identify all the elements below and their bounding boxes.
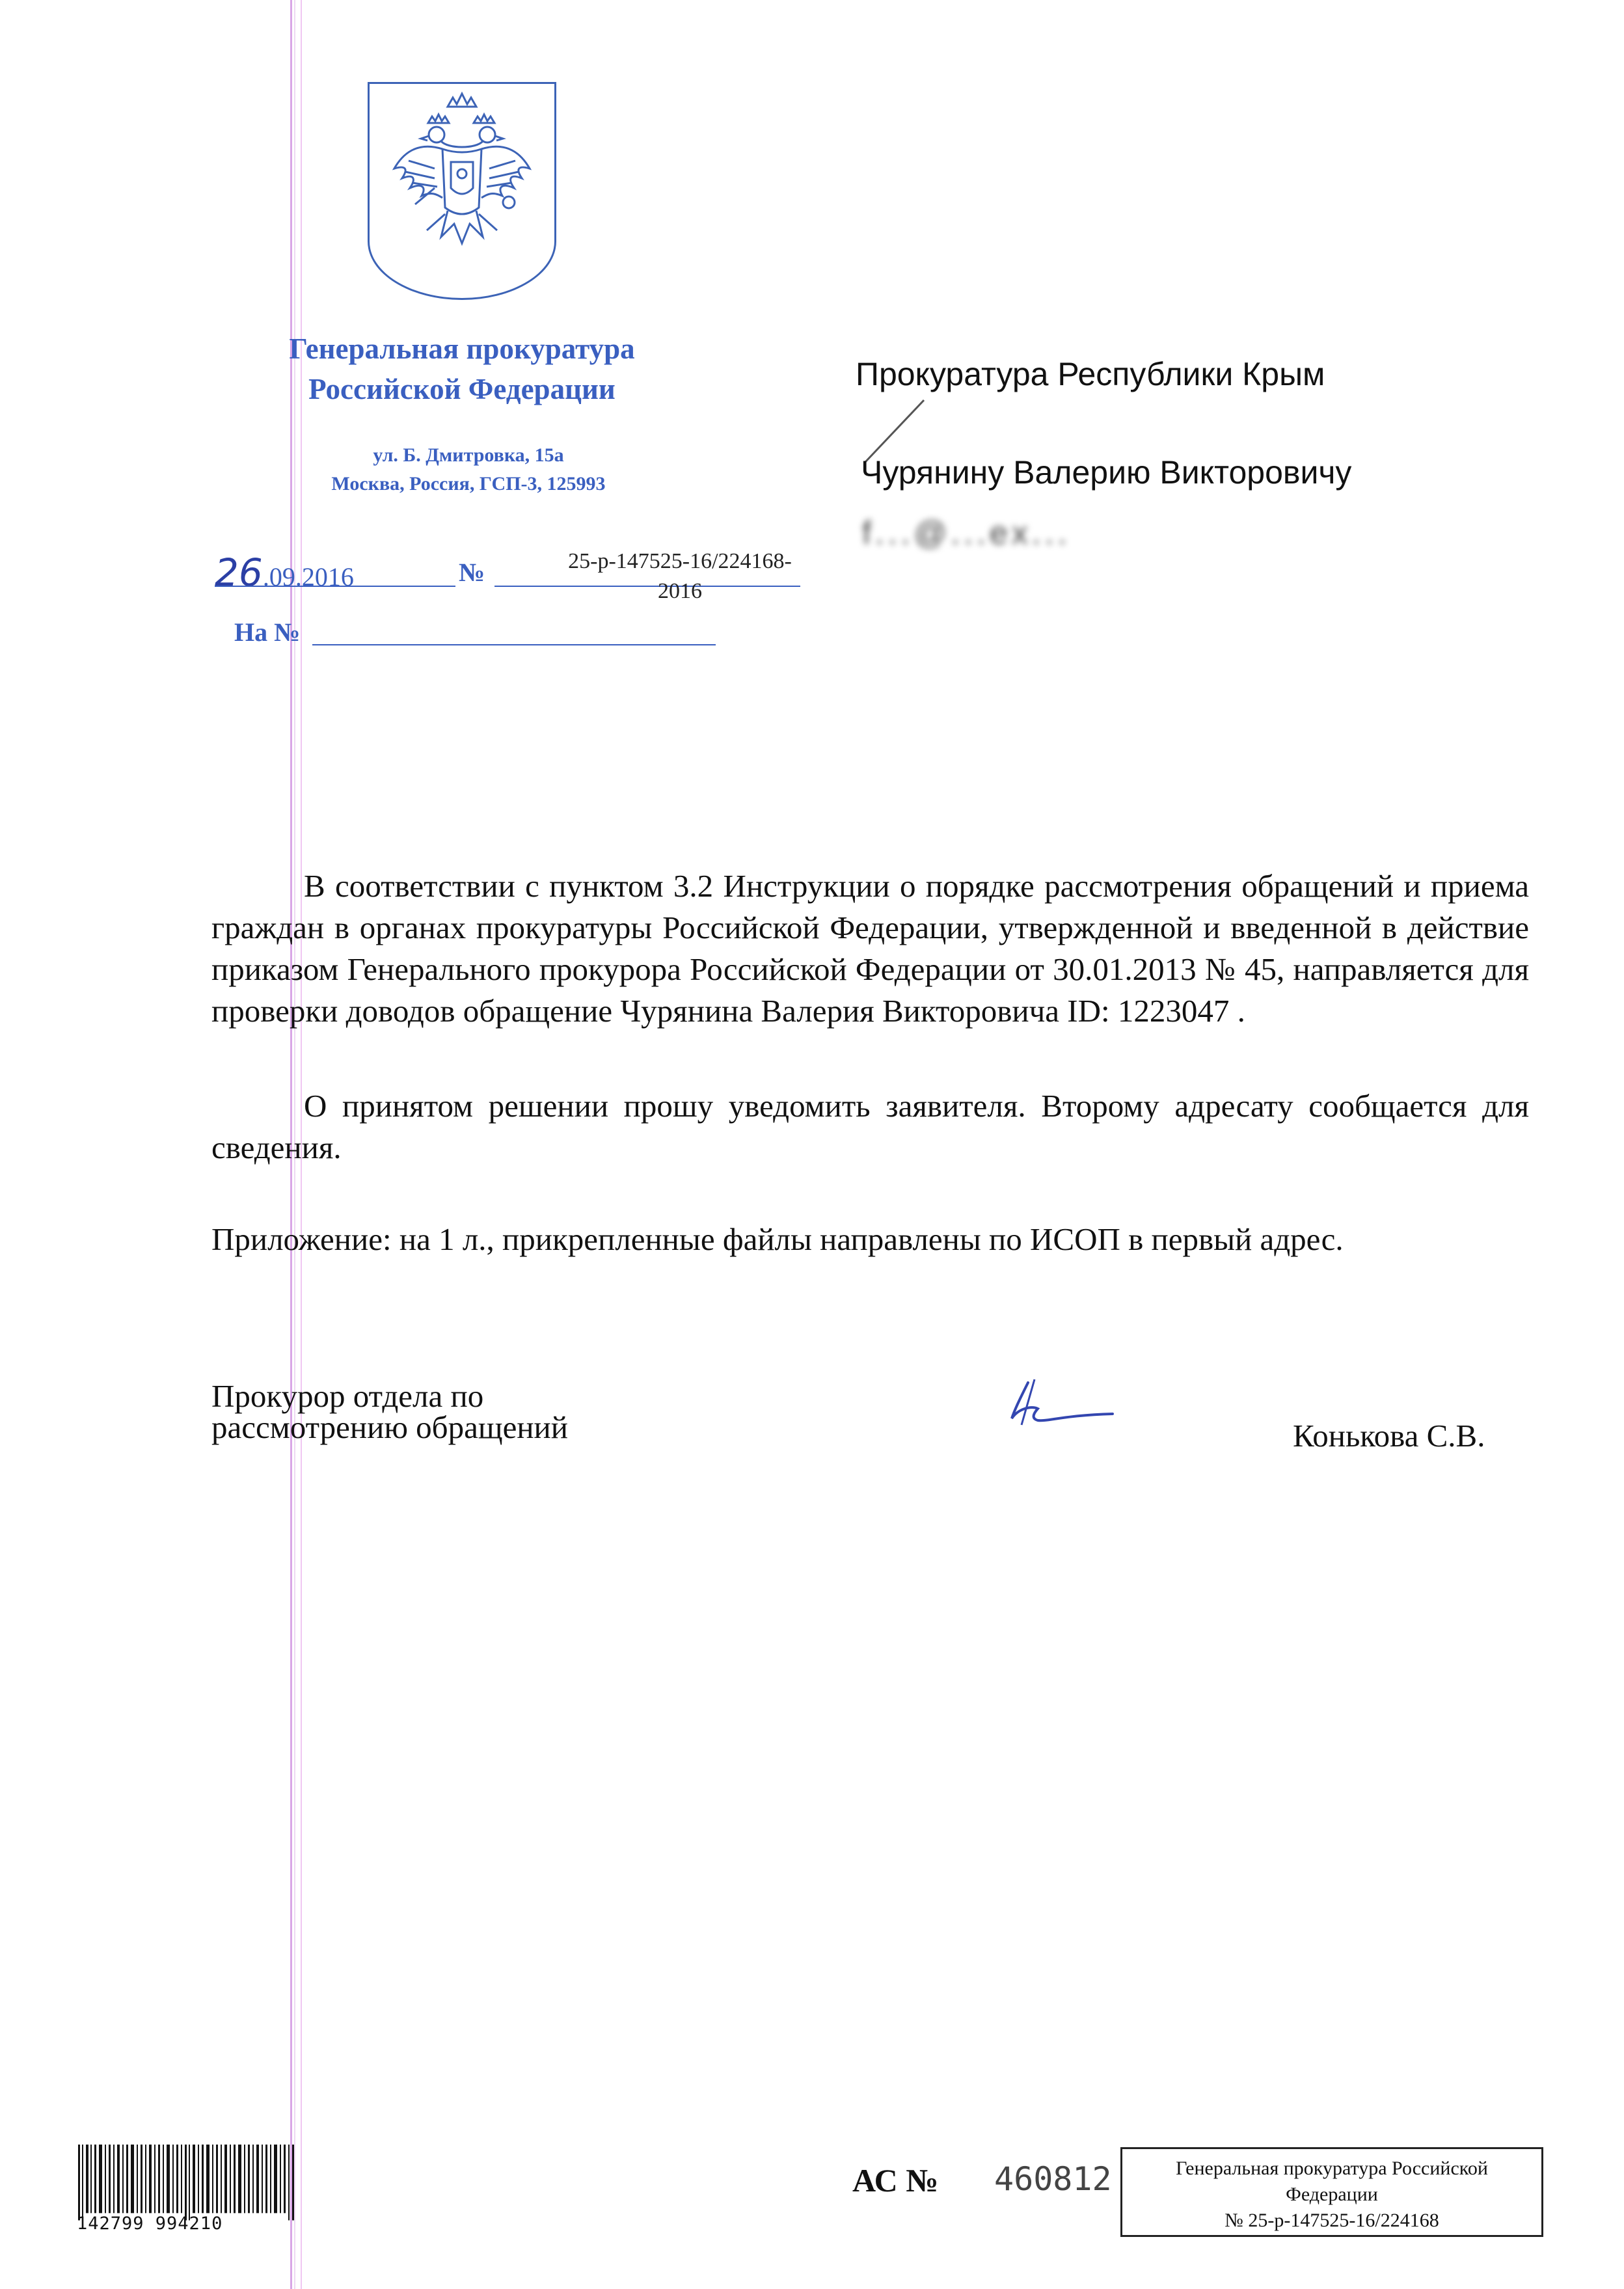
letterhead-org-name: [221, 329, 703, 409]
stamp-line2: Федерации: [1286, 2184, 1378, 2205]
signatory-title: [211, 1378, 568, 1445]
signatory-title-line1: Прокурор отдела по: [211, 1378, 484, 1414]
signatory-title-line2: рассмотрению обращений: [211, 1409, 568, 1445]
recipient-organization: Прокуратура Республики Крым: [856, 356, 1325, 392]
registration-date: [215, 550, 354, 595]
reference-underline: [312, 644, 716, 645]
reference-number-label: На №: [234, 617, 301, 647]
registration-number-value: [540, 547, 820, 606]
ac-number-label: АС №: [852, 2162, 939, 2199]
org-name-line2: Российской Федерации: [308, 373, 616, 405]
body-paragraph-2: [211, 1085, 1529, 1169]
letterhead-address: [260, 441, 677, 498]
handwritten-signature-icon: [1002, 1370, 1119, 1441]
paragraph1-text: В соответствии с пунктом 3.2 Инструкции о порядке рассмотрения обращений и приема граждан в органах прокуратуры Российской Федерации, утвержденной и введенной в действие приказом Генерального прокурора Российской Федерации от 30.01.2013 № 45, направляется для проверки доводов обращение Чурянина Валерия Викторовича ID: 1223047 .: [211, 868, 1529, 1029]
barcode-number: 142799 994210: [77, 2214, 223, 2234]
recipient-person: Чурянину Валерию Викторовичу: [861, 454, 1352, 491]
org-name-line1: Генеральная прокуратура: [289, 332, 635, 365]
printed-date: .09.2016: [262, 562, 354, 591]
registration-number-line1: 25-р-147525-16/224168-: [568, 549, 792, 573]
date-underline: [215, 586, 455, 587]
attachment-note: Приложение: на 1 л., прикрепленные файлы направлены по ИСОП в первый адрес.: [211, 1221, 1344, 1257]
paragraph2-text: О принятом решении прошу уведомить заявителя. Второму адресату сообщается для сведения.: [211, 1088, 1529, 1165]
stamp-line1: Генеральная прокуратура Российской: [1176, 2158, 1488, 2179]
registration-number-line2: 2016: [658, 579, 702, 603]
recipient-email-redacted: f...@...ex...: [862, 515, 1071, 551]
address-line1: ул. Б. Дмитровка, 15а: [373, 444, 564, 466]
address-line2: Москва, Россия, ГСП-3, 125993: [331, 473, 606, 494]
stamp-line3: № 25-р-147525-16/224168: [1225, 2210, 1439, 2231]
body-paragraph-1: [211, 865, 1529, 1032]
registration-stamp: [1120, 2147, 1543, 2237]
double-headed-eagle-icon: [370, 84, 554, 279]
coat-of-arms-emblem: [368, 82, 556, 300]
signatory-name: Конькова С.В.: [1293, 1418, 1485, 1454]
handwritten-day: 26: [215, 550, 263, 595]
barcode-icon: [77, 2145, 298, 2224]
ac-number-value: 460812: [994, 2160, 1112, 2198]
registration-number-label: №: [459, 558, 485, 587]
